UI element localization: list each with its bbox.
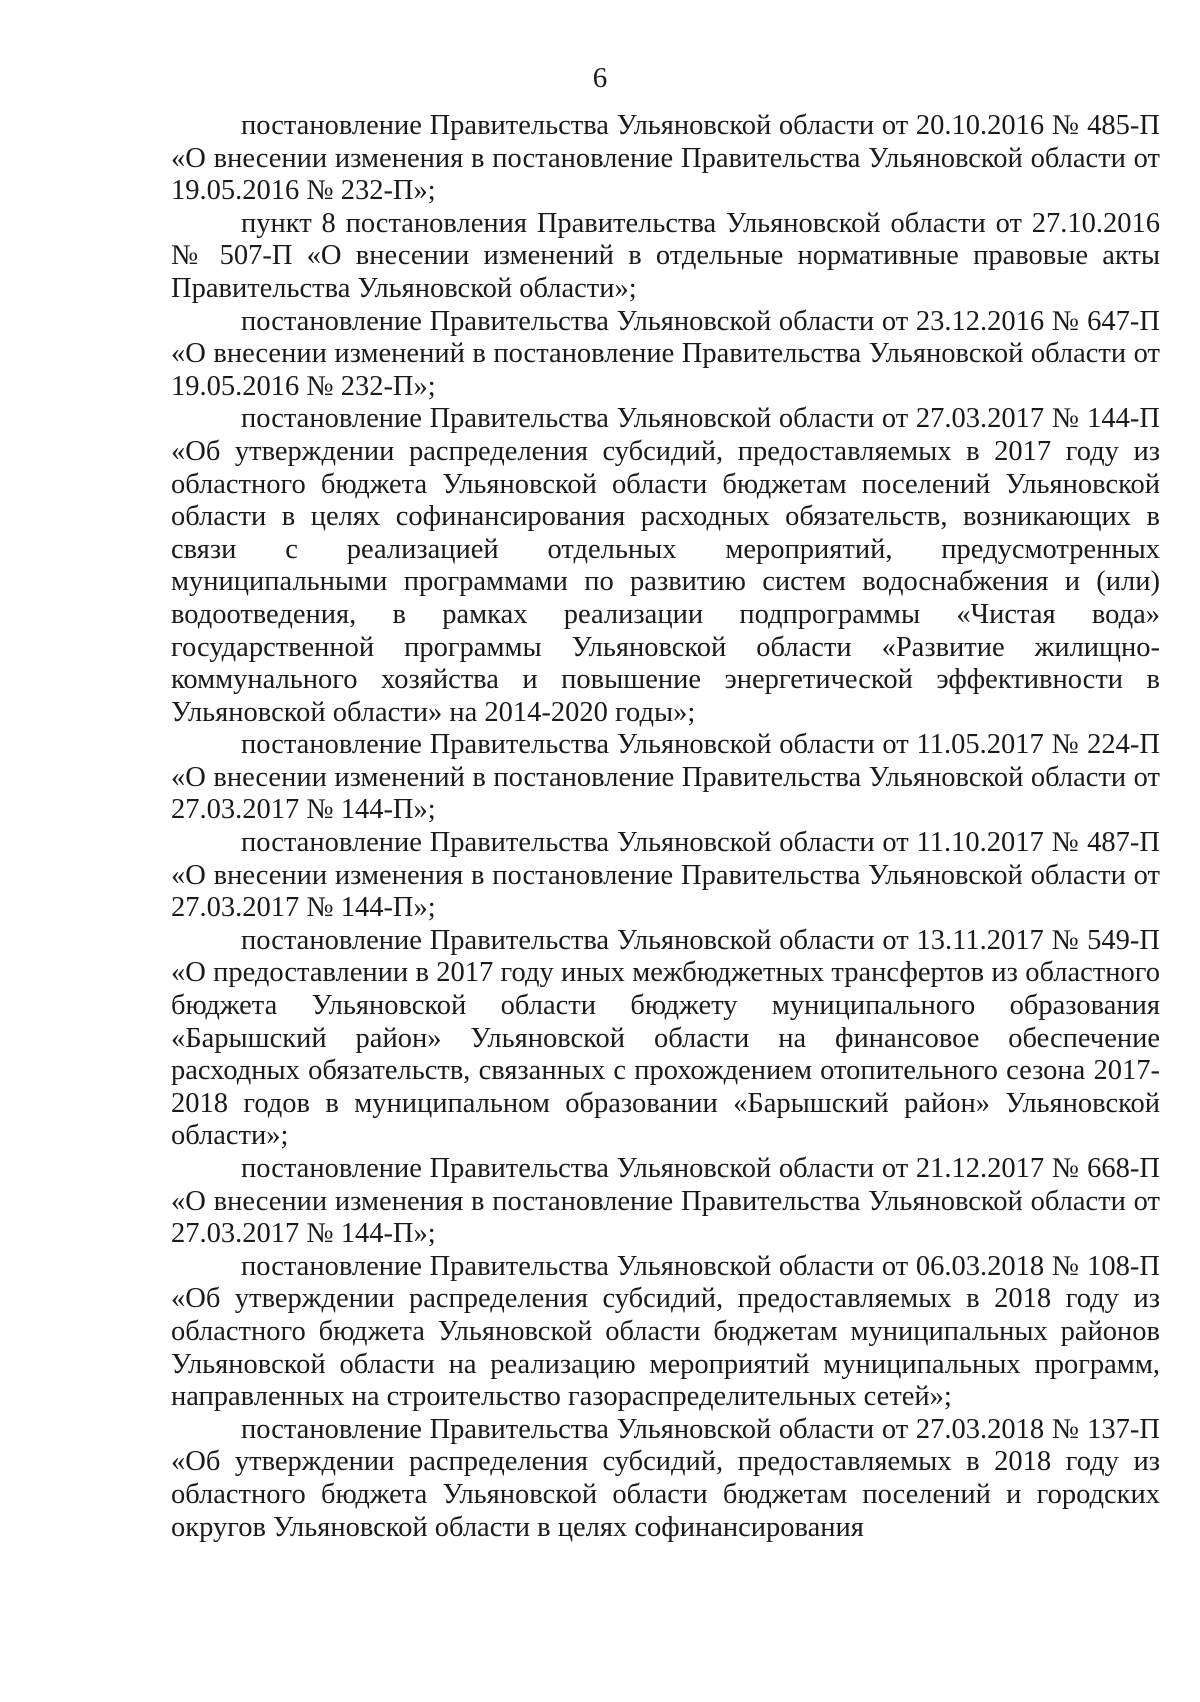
paragraph-resolution-485: постановление Правительства Ульяновской области от 20.10.2016 № 485-П «О внесении изменения в постановление Правительства Ульяновской области от 19.05.2016 № 232-П»;: [171, 110, 1160, 207]
paragraph-resolution-549: постановление Правительства Ульяновской области от 13.11.2017 № 549-П «О предоставлении в 2017 году иных межбюджетных трансфертов из областного бюджета Ульяновской области бюджету муниципального образования «Барышский район» Ульяновской области на финансовое обеспечение расходных обязательств, связанных с прохождением отопительного сезона 2017-2018 годов в муниципальном образовании «Барышский район» Ульяновской области»;: [171, 924, 1160, 1152]
paragraph-resolution-487: постановление Правительства Ульяновской области от 11.10.2017 № 487-П «О внесении изменения в постановление Правительства Ульяновской области от 27.03.2017 № 144-П»;: [171, 827, 1160, 924]
paragraph-resolution-108: постановление Правительства Ульяновской области от 06.03.2018 № 108-П «Об утверждении распределения субсидий, предоставляемых в 2018 году из областного бюджета Ульяновской области бюджетам муниципальных районов Ульяновской области на реализацию мероприятий муниципальных программ, направленных на строительство газораспределительных сетей»;: [171, 1250, 1160, 1413]
page-number: 6: [592, 62, 608, 94]
document-body: [171, 110, 1160, 1544]
paragraph-resolution-137: постановление Правительства Ульяновской области от 27.03.2018 № 137-П «Об утверждении распределения субсидий, предоставляемых в 2018 году из областного бюджета Ульяновской области бюджетам поселений и городских округов Ульяновской области в целях софинансирования: [171, 1413, 1160, 1543]
paragraph-resolution-647: постановление Правительства Ульяновской области от 23.12.2016 № 647-П «О внесении изменений в постановление Правительства Ульяновской области от 19.05.2016 № 232-П»;: [171, 305, 1160, 402]
paragraph-resolution-144: постановление Правительства Ульяновской области от 27.03.2017 № 144-П «Об утверждении распределения субсидий, предоставляемых в 2017 году из областного бюджета Ульяновской области бюджетам поселений Ульяновской области в целях софинансирования расходных обязательств, возникающих в связи с реализацией отдельных мероприятий, предусмотренных муниципальными программами по развитию систем водоснабжения и (или) водоотведения, в рамках реализации подпрограммы «Чистая вода» государственной программы Ульяновской области «Развитие жилищно-коммунального хозяйства и повышение энергетической эффективности в Ульяновской области» на 2014-2020 годы»;: [171, 403, 1160, 728]
paragraph-resolution-507: пункт 8 постановления Правительства Ульяновской области от 27.10.2016 № 507-П «О внесении изменений в отдельные нормативные правовые акты Правительства Ульяновской области»;: [171, 207, 1160, 304]
paragraph-resolution-224: постановление Правительства Ульяновской области от 11.05.2017 № 224-П «О внесении изменений в постановление Правительства Ульяновской области от 27.03.2017 № 144-П»;: [171, 729, 1160, 826]
paragraph-resolution-668: постановление Правительства Ульяновской области от 21.12.2017 № 668-П «О внесении изменения в постановление Правительства Ульяновской области от 27.03.2017 № 144-П»;: [171, 1153, 1160, 1250]
